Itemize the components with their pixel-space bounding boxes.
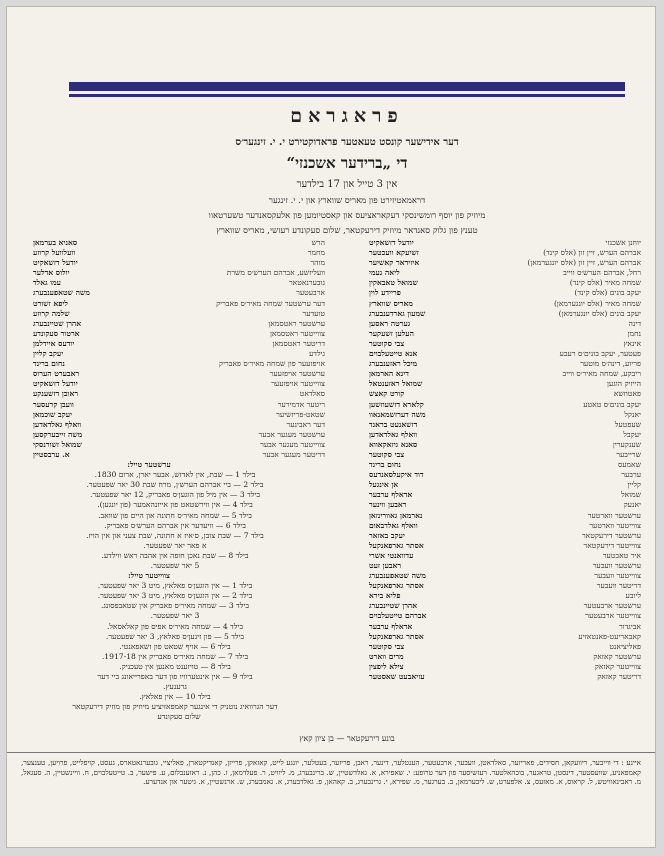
cast-row xyxy=(33,238,325,248)
scene-line: א פאר יאר שפעטער. xyxy=(143,540,207,550)
cast-actor: אסתר גארפאנקעל xyxy=(369,540,424,550)
cast-role: וועליזשע, אברהם הערש׳ס משרת xyxy=(226,268,325,278)
cast-row xyxy=(369,379,641,389)
cast-row xyxy=(369,248,641,258)
cast-role: שמחה מאיר (אלס יונגערמאן) xyxy=(553,298,641,308)
cast-actor: מאריס שווארץ xyxy=(369,298,413,308)
cast-actor: ליפא זשורט xyxy=(33,298,68,308)
cast-actor: עמו גאלד xyxy=(33,278,61,288)
cast-actor: אדאלף ערבער xyxy=(369,490,413,500)
cast-actor: אסתר גארפאנקעל xyxy=(369,581,424,591)
cast-role: יאנעק xyxy=(623,500,641,510)
cast-actor: וואלף גאלדבאום xyxy=(369,520,418,530)
scene-line: בילד 8 — טויזענט מאנען אין טעכניק. xyxy=(119,661,231,671)
cast-role: ערשטער ראטסמאן xyxy=(268,318,325,328)
cast-actor: וואלף גאלדאדען xyxy=(33,419,82,429)
cast-role: ערבער xyxy=(621,470,641,480)
cast-row xyxy=(33,278,325,288)
cast-role: ריבקע, שמחה מאיר׳ס ווייב xyxy=(562,369,641,379)
cast-role: ערשטער מעגער אבער xyxy=(258,429,325,439)
cast-role: פאטוזשא xyxy=(613,389,641,399)
header-rule-thick xyxy=(69,82,625,91)
cast-actor: איזידאר קאשיער xyxy=(369,258,420,268)
act-header: ערשטער טייל: xyxy=(127,460,171,470)
cast-row xyxy=(369,581,641,591)
scene-line: בילד 7 — שמחה מאיר׳ס פאבריק אין 1917-18. xyxy=(101,651,249,661)
cast-list-right xyxy=(369,238,641,682)
cast-actor: עזיאבעט שאסטער xyxy=(369,672,425,682)
cast-role: ריטער אדמירער xyxy=(277,399,325,409)
cast-actor: גערטה ראסען xyxy=(369,318,411,328)
cast-row xyxy=(369,622,641,632)
cast-role: צווייטער וועבער xyxy=(594,571,641,581)
cast-actor: סאניא בערמאן xyxy=(33,238,78,247)
cast-row xyxy=(369,652,641,662)
cast-actor: ראבערט הערוס xyxy=(33,369,80,379)
cast-role: שמואל xyxy=(621,490,641,500)
cast-role: דריטער מעגער אבער xyxy=(262,449,325,459)
cast-row xyxy=(33,420,325,430)
cast-row xyxy=(369,460,641,470)
cast-actor: דזשאנעט בראנד xyxy=(369,419,418,429)
cast-row xyxy=(369,410,641,420)
cast-role: יעקב בונים׳ס טאטע xyxy=(583,399,641,409)
cast-row xyxy=(33,248,325,258)
cast-role: דינה xyxy=(628,318,641,328)
scene-line: בילד 1 — שבת, אין לאדזש, אבער יארן, ארום 1830. xyxy=(94,470,256,480)
cast-row xyxy=(369,258,641,268)
cast-row xyxy=(369,571,641,581)
header-rule-thin xyxy=(69,94,625,97)
scene-line: בילד 9 — אין אינטערוויו פון דער באפרייאונג ביי דער xyxy=(97,672,253,682)
cast-role: דריטער קאזאק xyxy=(597,672,641,682)
scene-line: בילד 4 — אין ווירשטאט פון אייזנהאמער (פון יונגען). xyxy=(97,500,253,510)
cast-role: צווייטער ארבעטער xyxy=(585,611,641,621)
cast-row xyxy=(369,591,641,601)
cast-actor: קלארא דזשעוזשען xyxy=(369,399,424,409)
cast-role: שעפטעל xyxy=(614,419,641,429)
cast-row xyxy=(369,278,641,288)
cast-role: דער ראבינער xyxy=(286,419,325,429)
cast-row xyxy=(369,400,641,410)
scene-list xyxy=(33,460,325,702)
cast-role: ערשטער ווארטער xyxy=(587,510,641,520)
cast-row xyxy=(369,470,641,480)
cast-role: שאמעס xyxy=(617,460,641,470)
cast-row xyxy=(369,430,641,440)
footnote-divider xyxy=(7,752,656,753)
scene-line: בילד 5 — פון זינען׳ס פאלאץ, 3 יאר שפעטער. xyxy=(105,631,245,641)
cast-row xyxy=(33,450,325,460)
cast-row xyxy=(369,299,641,309)
cast-row xyxy=(369,238,641,248)
cast-actor: אברהם טייטעלבוים xyxy=(369,611,427,621)
cast-row xyxy=(369,319,641,329)
cast-row xyxy=(369,601,641,611)
cast-actor: אהרן שטיינבערג xyxy=(33,318,82,328)
cast-role: אויפזעער פון שמחה מאיר׳ס פאבריק xyxy=(219,359,325,369)
cast-actor: שלמה קרוזע xyxy=(33,308,70,318)
scene-line: בילד 2 — ביי אברהם הערש׳ן, מרח שבת 30 יאר שפעטער. xyxy=(86,480,264,490)
cast-role: ערשטער וועבער xyxy=(592,561,641,570)
cast-row xyxy=(369,551,641,561)
cast-actor: יודעל דזשאקיט xyxy=(33,258,78,268)
scene-line: 3 יאר שפעטער. xyxy=(150,611,200,621)
cast-role: צווייטער קאזאק xyxy=(594,661,641,671)
cast-actor: צילא ליפצין xyxy=(369,661,404,671)
cast-row xyxy=(33,400,325,410)
cast-actor: דוד איקעלסאנדעס xyxy=(369,470,424,480)
cast-role: שמחה מאיר (אלס קינד) xyxy=(569,278,641,288)
scene-line: בילד 7 — שבת צובן, ס׳איז א חתונה, שבת צעני און אין הויז. xyxy=(86,530,264,540)
program-subtitle: דער אידישער קונסט טעאטער פראדוקטירט י. י. זינגער׳ס xyxy=(235,137,459,148)
cast-row xyxy=(33,349,325,359)
cast-actor: יעקב שוכמאן xyxy=(33,409,72,419)
cast-role: שטאט-פריזשיער xyxy=(276,409,325,419)
cast-actor: שמואל זשורנסקי xyxy=(33,439,82,449)
cast-actor: נחום ברינד xyxy=(33,359,65,369)
cast-row xyxy=(369,420,641,430)
cast-role: אביגדור xyxy=(618,621,641,631)
cast-row xyxy=(369,511,641,521)
cast-row xyxy=(33,309,325,319)
scene-line: בילד 2 — אין הוגען׳ס פאלאץ, מיט 3 יאר שפעטער. xyxy=(97,591,253,601)
cast-actor: סאנא גיזאקאווא xyxy=(369,439,418,449)
cast-actor: יודעס איידלמן xyxy=(33,338,75,348)
cast-role: שרייבער xyxy=(616,449,641,459)
cast-role: ערשטער דירעקטאר xyxy=(581,530,641,540)
scene-line: בילד 6 — וויעדער אין אברהם הערש׳ס פאבריק. xyxy=(104,520,246,530)
cast-role: אברהם הערש, זיין זון (אלס קינד) xyxy=(543,248,641,258)
cast-row xyxy=(369,541,641,551)
scene-line: בילד 3 — אין מיל פון הוגען׳ס פאבריק, 12 יאר שפעטער. xyxy=(90,490,260,500)
cast-row xyxy=(33,339,325,349)
cast-row xyxy=(369,611,641,621)
cast-actor: העלען זשעקער xyxy=(369,328,414,338)
credit-line: טענץ פון גלוק סאנדאר מיוזיק דירעקטאר, שלום סעקונדע רעזשי, מאריס שווארץ xyxy=(216,226,478,236)
cast-row xyxy=(369,329,641,339)
cast-actor: שמואל טאבאקין xyxy=(369,278,418,288)
cast-actor: פריידע לוין xyxy=(369,288,401,298)
act-header: צווייטער טייל: xyxy=(127,571,171,581)
cast-actor: יודעל דזשאקיט xyxy=(33,379,78,389)
cast-row xyxy=(369,561,641,571)
cast-actor: יודעל דזשאקיט xyxy=(369,238,414,247)
cast-role: פאליציאנט xyxy=(609,641,641,651)
scene-line: בילד 1 — אין הוגען׳ס פאלאץ, מיט 3 יאר שפעטער. xyxy=(97,581,253,591)
cast-role: צווייטער דירעקטאר xyxy=(583,540,641,550)
program-page xyxy=(6,6,656,848)
scene-line: בילד 5 — שמחה מאיר׳ס חתונה און היים פון שוואב. xyxy=(98,510,252,520)
cast-row xyxy=(33,329,325,339)
cast-actor: ארטור סעקונדע xyxy=(33,328,80,338)
cast-row xyxy=(369,389,641,399)
cast-row xyxy=(369,521,641,531)
cast-role: ליובע xyxy=(625,591,641,601)
cast-actor: אסתר גארפאנקעל xyxy=(369,631,424,641)
cast-role: יעקב בונים (אלס יונגערמאן) xyxy=(558,308,641,318)
cast-row xyxy=(369,642,641,652)
cast-role: קליין xyxy=(627,480,641,490)
cast-row xyxy=(369,672,641,682)
cast-actor: צבי סקוטער xyxy=(369,338,405,348)
cast-actor: נחום ברינד xyxy=(369,460,401,470)
cast-row xyxy=(369,369,641,379)
cast-role: צווייטער ראטסמאן xyxy=(269,328,325,338)
cast-role: מוהר xyxy=(310,258,325,268)
cast-actor: וואלף גאלדאדען xyxy=(369,429,418,439)
director-line: בונע דירעקטאר — בן ציון קאץ xyxy=(299,734,395,743)
cast-row xyxy=(33,379,325,389)
credit-line: מיוזיק פון יוסף רומשינסקי דעקאראציעס און קאסטיומען פון אלעקסאנדער טשערטאוו xyxy=(208,211,486,221)
cast-row xyxy=(369,339,641,349)
cast-role: ארבעטער xyxy=(296,288,325,298)
cast-row xyxy=(369,309,641,319)
cast-role: סאלדאט xyxy=(299,389,325,399)
cast-row xyxy=(33,288,325,298)
cast-role: שענקערין xyxy=(612,439,641,449)
cast-actor: יולוס אדלער xyxy=(33,268,70,278)
cast-actor: פליא בירא xyxy=(369,591,401,601)
play-title: די „ברידער אשכנזי“ xyxy=(286,154,408,172)
cast-row xyxy=(33,359,325,369)
cast-role: טועדער xyxy=(302,308,325,318)
cast-actor: אהרן שטיינבערג xyxy=(369,601,418,611)
cast-actor: ראבען ווינער xyxy=(369,500,407,510)
cast-role: צווייטער מעגער אבער xyxy=(260,439,325,449)
cast-row xyxy=(369,349,641,359)
cast-row xyxy=(369,440,641,450)
cast-row xyxy=(369,288,641,298)
cast-row xyxy=(33,389,325,399)
music-note-name: שלום סעקונדע xyxy=(157,712,201,722)
cast-row xyxy=(369,490,641,500)
cast-row xyxy=(369,531,641,541)
cast-row xyxy=(369,500,641,510)
cast-actor: שמעון גארדענבערג xyxy=(369,308,426,318)
cast-actor: מיכל ראזענבערג xyxy=(369,359,418,369)
cast-actor: יעקב קליין xyxy=(33,349,64,359)
scene-line: בילד 6 — אויף שטאט פון זשאפאנטי. xyxy=(119,641,231,651)
cast-actor: קורט קאצש xyxy=(369,389,405,399)
cast-row xyxy=(33,440,325,450)
cast-role: צווייטער אויפזעער xyxy=(271,379,325,389)
cast-role: רחל, אברהם הערש׳ס ווייב xyxy=(563,268,641,278)
cast-row xyxy=(33,258,325,268)
cast-role: אברהם הערש, זיין זון (אלס יונגערמאן) xyxy=(527,258,641,268)
cast-actor: משה שטאפענבערג xyxy=(33,288,90,298)
cast-row xyxy=(369,450,641,460)
cast-actor: משה שטאפענבערג xyxy=(369,571,426,581)
cast-role: איר טאכטער xyxy=(602,550,641,560)
cast-actor: דינא הארמאן xyxy=(369,369,409,379)
scene-line: 5 יאר שפעטער. xyxy=(150,561,200,570)
cast-role: נחמן xyxy=(627,328,641,338)
cast-role: הייזיק הוגען xyxy=(607,379,641,389)
cast-role: ערשטער קאזאק xyxy=(593,651,641,661)
cast-role: פריוע, דינה׳ס מוטער xyxy=(580,359,641,369)
cast-row xyxy=(33,410,325,420)
cast-row xyxy=(369,632,641,642)
cast-row xyxy=(369,268,641,278)
footnote: איינע : די ווייבער, ריוועקאן, חסידים, פאריזער, סאלדאטן, וועבער, ארבעטער, הענטלער, דינער, ראבן, פריזער, בעטלער, יונגע לייט, קאזאקן, פרייזן, קאנדיקטארן, פאליציי, גובערנאטארס, געסט, קויפלייט, פרויען, טענצער, קאמפאניע, שוועסטער, דינסטן, טראגער, בוכהאלטער. רעזשיסער פון דער טרופע: י. שאפירא, א. גאלדשטיין, ש. ברינבערג, מ. ליוויט, ר. פעלדמאן, ז. כהן, נ. ראזענבלום, ע. פישער, ב. טייטעלבוים, ח. וויינשטיין, ה. סעגאל, מ. ראבינאוויטש, ל. קראוס, א. מאזעס, צ. אלפערט, ש. ליבערמאן, ב. בערגער, מ. שפירא, י. גרינבערג, ב. קאהאן, פ. גאלדבערג, א. גאמבערג, ש. ארנשטיין, א. גיטער און אנדערע. xyxy=(21,758,641,787)
cast-role: יוחנן אשכנזי xyxy=(605,238,641,247)
scene-line: גרענעץ. xyxy=(163,682,187,692)
cast-actor: שמואל ראזענטאל xyxy=(369,379,423,389)
cast-role: מחמר xyxy=(307,248,325,258)
cast-row xyxy=(33,369,325,379)
credit-line: דראמאטיזירט פון מאריס שווארץ און י. י. זינגער xyxy=(268,196,426,206)
cast-actor: משה זייבערקסען xyxy=(33,429,83,439)
cast-role: דער ערשטער שמחה מאיר׳ס פאבריק xyxy=(216,298,325,308)
cast-actor: א. ערבסטיין xyxy=(33,449,70,459)
cast-row xyxy=(369,359,641,369)
cast-row xyxy=(369,662,641,672)
cast-actor: מרים ווארט xyxy=(369,651,404,661)
scene-line: בילד 10 — אין פאלאץ. xyxy=(139,692,211,702)
cast-role: גילדע xyxy=(309,349,325,359)
cast-actor: צבי סקוטער xyxy=(369,449,405,459)
cast-row xyxy=(33,319,325,329)
scene-line: בילד 3 — שמחה מאיר׳ס פאבריק אין שטאבפסונג. xyxy=(100,601,250,611)
cast-actor: עדוואנטי אשרי xyxy=(369,550,414,560)
cast-row xyxy=(33,299,325,309)
cast-actor: אן אינגעל xyxy=(369,480,399,490)
cast-actor: ליאה נעמי xyxy=(369,268,400,278)
cast-actor: אדאלף ערבער xyxy=(369,621,413,631)
cast-row xyxy=(33,430,325,440)
cast-actor: יעקב באזאר xyxy=(369,530,405,540)
cast-row xyxy=(369,480,641,490)
play-structure: אין 3 טייל און 17 בילדער xyxy=(296,179,398,190)
cast-actor: אנא טייטעלבוים xyxy=(369,349,418,359)
cast-row xyxy=(33,268,325,278)
cast-actor: משה דערזשמאנאוו xyxy=(369,409,426,419)
scene-line: בילד 4 — שמחה מאיר׳ס אפיס פון קאלאסאל. xyxy=(106,621,244,631)
cast-actor: זשיעקא וועכטער xyxy=(369,248,419,258)
cast-actor: וועלוועל קרוזע xyxy=(33,248,76,258)
cast-role: קאבאריעט-פאנטאזיע xyxy=(578,631,641,641)
cast-role: ערשטער ארבעטער xyxy=(583,601,641,611)
cast-actor: צבי סקוטער xyxy=(369,641,405,651)
cast-actor: נארמאן גאוורינזאן xyxy=(369,510,423,520)
cast-role: דריטער ראטסמאן xyxy=(272,338,325,348)
cast-role: הרש xyxy=(311,238,325,247)
cast-role: אינאץ xyxy=(623,338,641,348)
cast-list-left xyxy=(33,238,325,723)
cast-role: יעקבל xyxy=(623,429,641,439)
cast-actor: וועבן קרעסער xyxy=(33,399,74,409)
cast-role: פעטער, יעקב בונים׳ס רעבע xyxy=(559,349,641,359)
cast-role: יאנקל xyxy=(624,409,641,419)
cast-role: יעקב בונים (אלס קינד) xyxy=(574,288,641,298)
cast-role: גובערנאטאר xyxy=(288,278,325,288)
cast-actor: ראובן דזשענקע xyxy=(33,389,79,399)
cast-role: צווייטער ווארטער xyxy=(589,520,641,530)
program-title: פראגראם xyxy=(290,105,404,127)
music-note: דער הגרוואיג נוטניק די אינגער קאמפאזיציע מיוזיק פון מוזיק דירעקטאר xyxy=(72,702,278,712)
cast-role: דריטער וועבער xyxy=(596,581,641,591)
cast-actor: ראבען זעט xyxy=(369,561,402,570)
cast-role: ערשטער אויפזעער xyxy=(269,369,325,379)
scene-line: בילד 8 — שבת נאכן חופה אין אהבה ראש ווילדע. xyxy=(101,550,249,560)
